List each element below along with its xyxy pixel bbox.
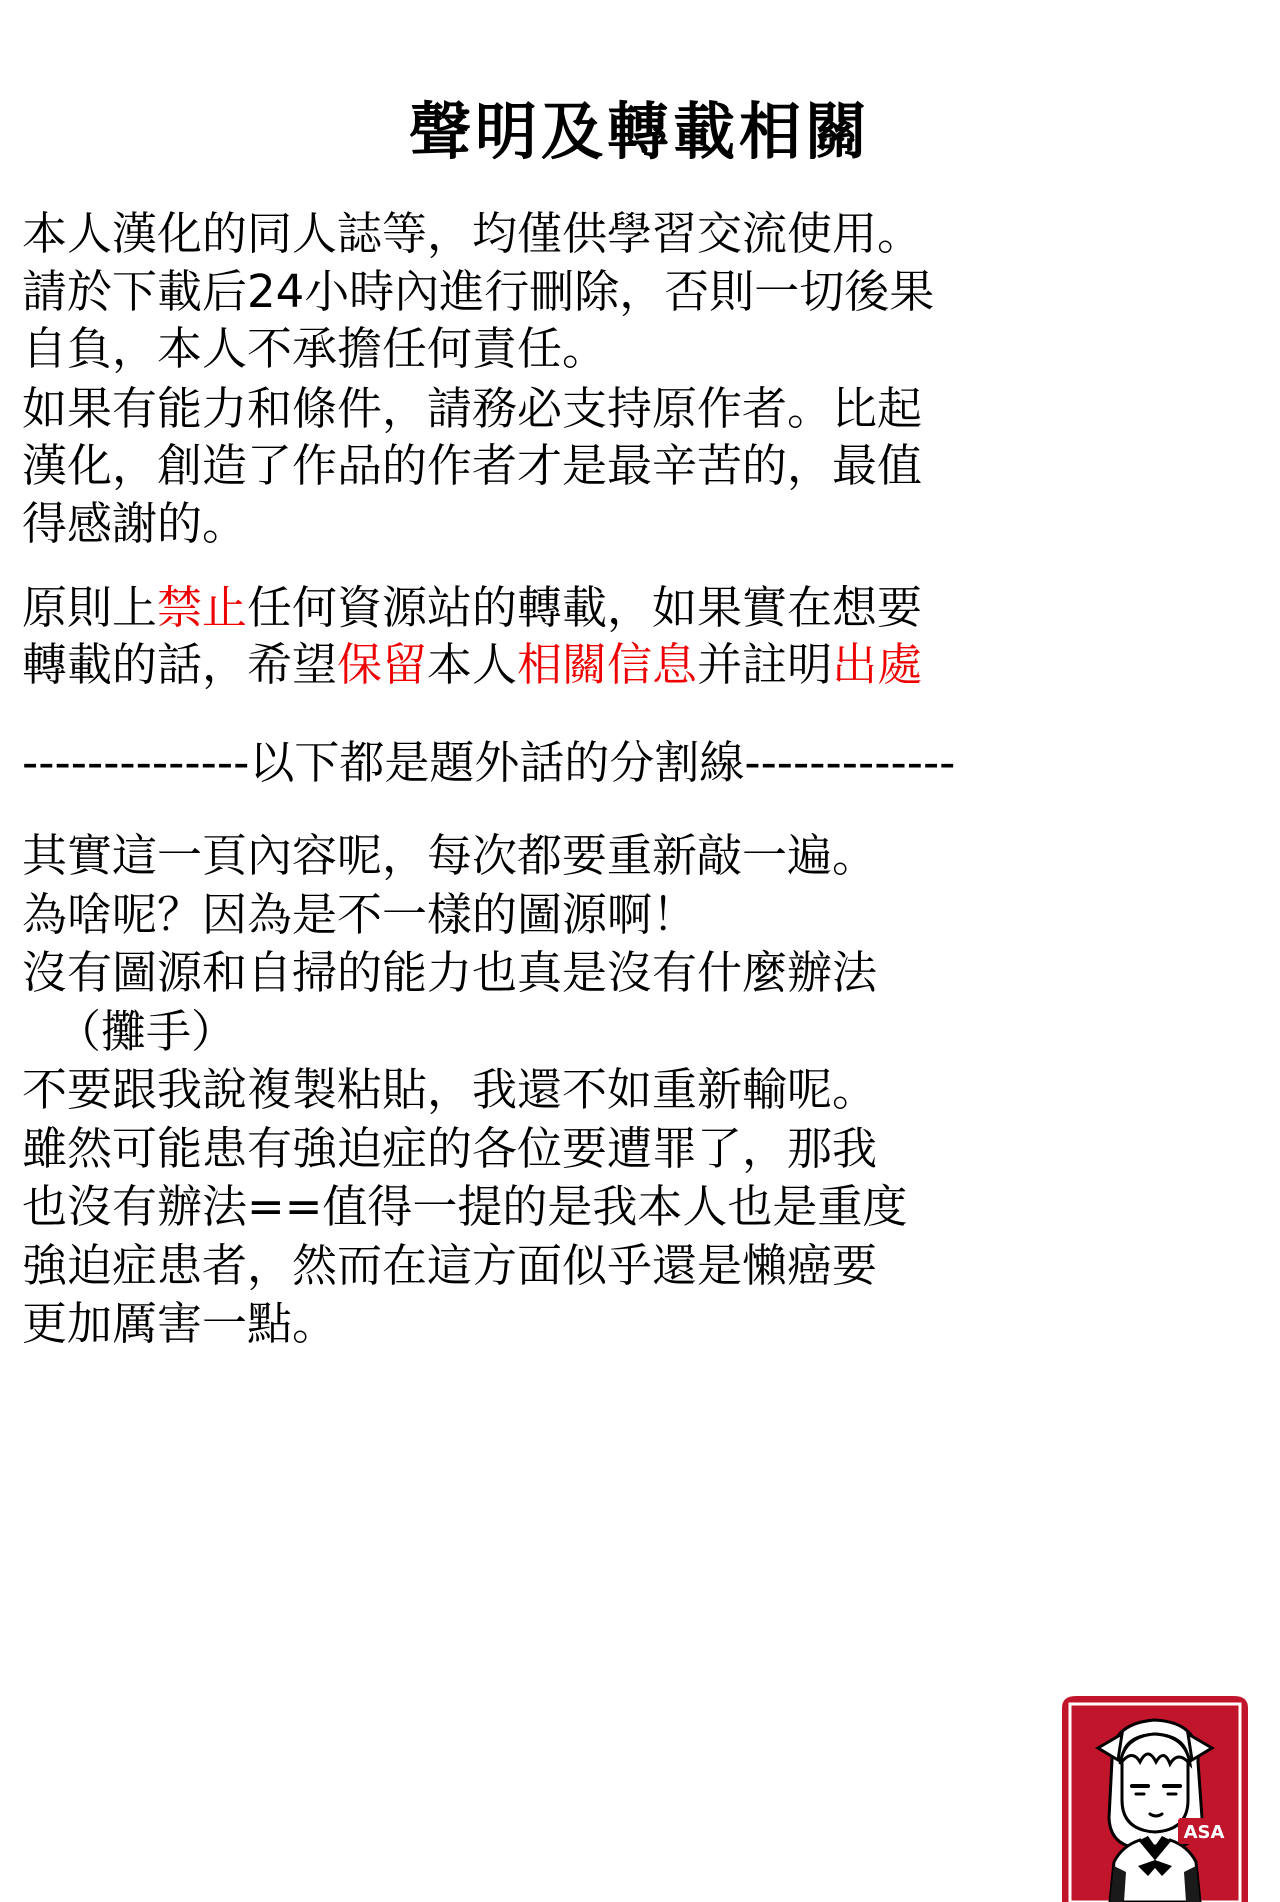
notes-body [22,827,1258,1354]
text-segment: 本人 [427,638,518,692]
text-line: 沒有圖源和自掃的能力也真是沒有什麼辦法 [22,946,878,1000]
asa-mascot-logo [1052,1690,1258,1902]
text-segment: 任何資源站的轉載，如果實在想要 [247,580,923,634]
statement-body [22,205,1258,694]
text-line: 其實這一頁內容呢，每次都要重新敲一遍。 [22,829,878,883]
text-segment: 原則上 [22,580,158,634]
text-line: 雖然可能患有強迫症的各位要遭罪了，那我 [22,1121,878,1175]
text-line: 得感謝的。 [22,496,248,550]
text-segment-highlight: 出處 [832,638,923,692]
text-line: （攤手） [56,1004,237,1058]
svg-text:ASA: ASA [1183,1822,1225,1843]
text-line [22,636,1258,694]
text-segment-highlight: 相關信息 [517,638,698,692]
text-line: 請於下載后24小時內進行刪除，否則一切後果 [22,264,935,318]
text-segment-highlight: 禁止 [157,580,248,634]
paragraph-2 [22,380,1258,553]
paragraph-3 [22,579,1258,694]
paragraph-1 [22,205,1258,378]
document-page [0,82,1280,1902]
text-segment-highlight: 保留 [337,638,428,692]
text-line [22,579,1258,637]
text-line: 為啥呢？因為是不一樣的圖源啊！ [22,887,698,941]
text-segment: 并註明 [697,638,833,692]
page-title: 聲明及轉載相關 [408,95,871,168]
text-line: 如果有能力和條件，請務必支持原作者。比起 [22,381,923,435]
text-line: 本人漢化的同人誌等，均僅供學習交流使用。 [22,207,923,260]
text-line: 自負，本人不承擔任何責任。 [22,322,608,376]
text-line: 漢化，創造了作品的作者才是最辛苦的，最值 [22,439,923,493]
text-line: 更加厲害一點。 [22,1297,338,1351]
text-line: 也沒有辦法==值得一提的是我本人也是重度 [22,1180,908,1234]
text-line: 不要跟我說複製粘貼，我還不如重新輸呢。 [22,1063,878,1117]
section-divider: --------------以下都是題外話的分割線------------- [22,735,956,789]
text-segment: 轉載的話，希望 [22,638,338,692]
text-line: 強迫症患者，然而在這方面似乎還是懶癌要 [22,1238,878,1292]
